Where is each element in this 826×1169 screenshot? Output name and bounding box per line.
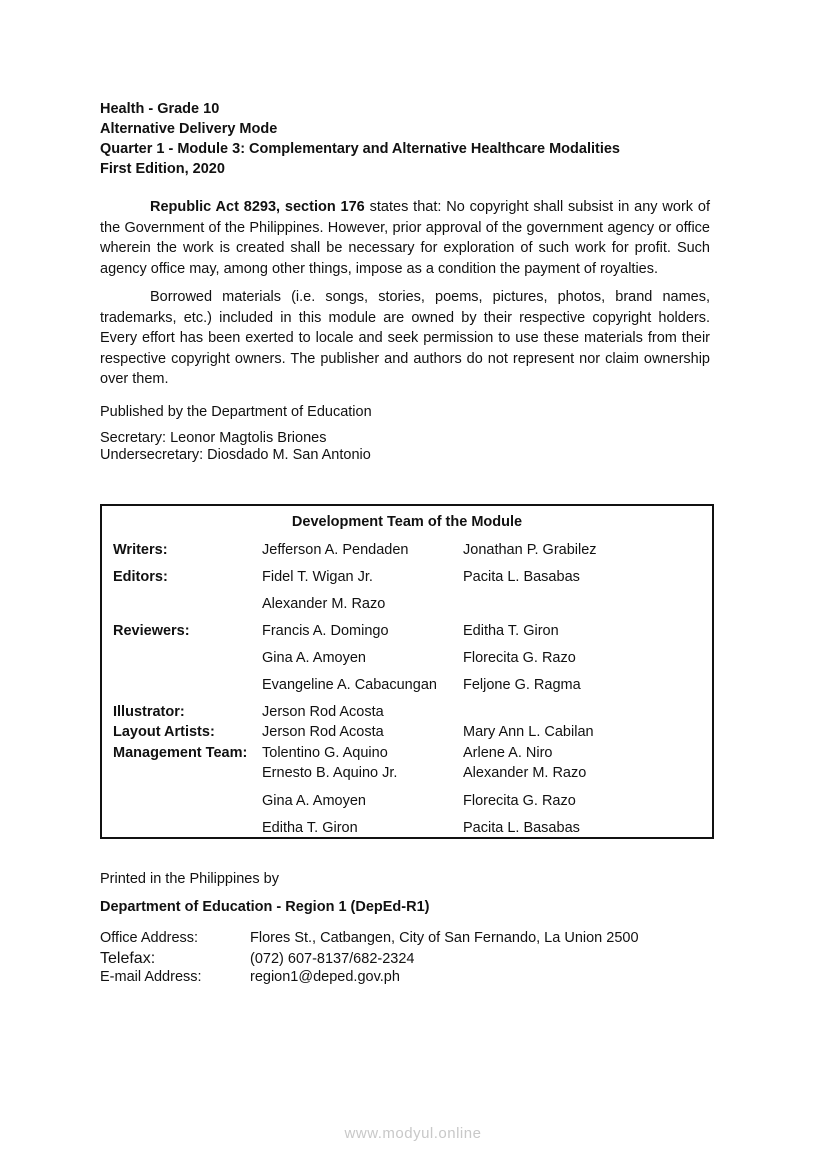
team-role: Illustrator: xyxy=(113,704,185,720)
team-row xyxy=(113,744,703,762)
team-member: Arlene A. Niro xyxy=(463,745,553,761)
team-member: Evangeline A. Cabacungan xyxy=(262,677,437,693)
team-row xyxy=(113,649,703,667)
email-value: region1@deped.gov.ph xyxy=(250,969,400,985)
secretary: Secretary: Leonor Magtolis Briones xyxy=(100,429,327,446)
printer-name: Department of Education - Region 1 (DepEd-R1) xyxy=(100,899,430,915)
borrowed-text: Borrowed materials (i.e. songs, stories, poems, pictures, photos, brand names, trademarks, etc.) included in this module are owned by their respective copyright holders. Every effort has been exerted to locale and seek permission to use these materials from their respective copyright owners. The publisher and authors do not represent nor claim ownership over them. xyxy=(100,289,710,387)
team-row xyxy=(113,819,703,837)
team-row xyxy=(113,568,703,586)
team-member: Alexander M. Razo xyxy=(262,596,386,612)
subject-title: Health - Grade 10 xyxy=(100,101,220,117)
team-member: Feljone G. Ragma xyxy=(463,677,581,693)
law-text: states that: No copyright shall subsist in any work of the Government of the Philippines. However, prior approval of the government agency or office wherein the work is created shall be necessary for exploration of such work for profit. Such agency office may, among other things, impose as a condition the payment of royalties. xyxy=(100,199,710,277)
team-member: Jerson Rod Acosta xyxy=(262,724,384,740)
team-member: Florecita G. Razo xyxy=(463,793,576,809)
team-role: Writers: xyxy=(113,542,168,558)
edition: First Edition, 2020 xyxy=(100,161,225,177)
team-member: Editha T. Giron xyxy=(262,820,358,836)
office-address-label: Office Address: xyxy=(100,930,199,946)
team-member: Pacita L. Basabas xyxy=(463,820,580,836)
law-reference: Republic Act 8293, section 176 xyxy=(150,199,365,215)
office-address-value: Flores St., Catbangen, City of San Fernando, La Union 2500 xyxy=(250,930,639,946)
team-row xyxy=(113,792,703,810)
team-member: Tolentino G. Aquino xyxy=(262,745,388,761)
team-member: Mary Ann L. Cabilan xyxy=(463,724,594,740)
team-row xyxy=(113,723,703,741)
copyright-paragraph xyxy=(100,197,710,279)
team-role: Reviewers: xyxy=(113,623,190,639)
team-member: Ernesto B. Aquino Jr. xyxy=(262,765,398,781)
team-member: Florecita G. Razo xyxy=(463,650,576,666)
team-role: Editors: xyxy=(113,569,168,585)
team-row xyxy=(113,764,703,782)
team-member: Alexander M. Razo xyxy=(463,765,587,781)
module-title: Quarter 1 - Module 3: Complementary and Alternative Healthcare Modalities xyxy=(100,141,620,157)
team-member: Gina A. Amoyen xyxy=(262,793,366,809)
team-row xyxy=(113,595,703,613)
team-member: Pacita L. Basabas xyxy=(463,569,580,585)
printed-by: Printed in the Philippines by xyxy=(100,871,279,887)
front-matter xyxy=(100,99,710,464)
team-member: Gina A. Amoyen xyxy=(262,650,366,666)
delivery-mode: Alternative Delivery Mode xyxy=(100,121,278,137)
telefax-value: (072) 607-8137/682-2324 xyxy=(250,951,415,967)
team-member: Editha T. Giron xyxy=(463,623,559,639)
team-row xyxy=(113,541,703,559)
team-member: Jonathan P. Grabilez xyxy=(463,542,597,558)
team-row xyxy=(113,676,703,694)
team-title: Development Team of the Module xyxy=(291,514,523,530)
team-member: Jerson Rod Acosta xyxy=(262,704,384,720)
team-member: Jefferson A. Pendaden xyxy=(262,542,409,558)
team-member: Francis A. Domingo xyxy=(262,623,389,639)
undersecretary: Undersecretary: Diosdado M. San Antonio xyxy=(100,446,371,463)
website-watermark: www.modyul.online xyxy=(344,1125,482,1142)
email-label: E-mail Address: xyxy=(100,969,202,985)
team-role: Management Team: xyxy=(113,745,248,761)
team-row xyxy=(113,703,703,721)
team-row xyxy=(113,622,703,640)
telefax-label: Telefax: xyxy=(100,950,156,967)
team-member: Fidel T. Wigan Jr. xyxy=(262,569,373,585)
publisher: Published by the Department of Education xyxy=(100,403,372,420)
team-role: Layout Artists: xyxy=(113,724,215,740)
borrowed-materials-paragraph xyxy=(100,287,710,390)
development-team-box xyxy=(100,504,714,839)
